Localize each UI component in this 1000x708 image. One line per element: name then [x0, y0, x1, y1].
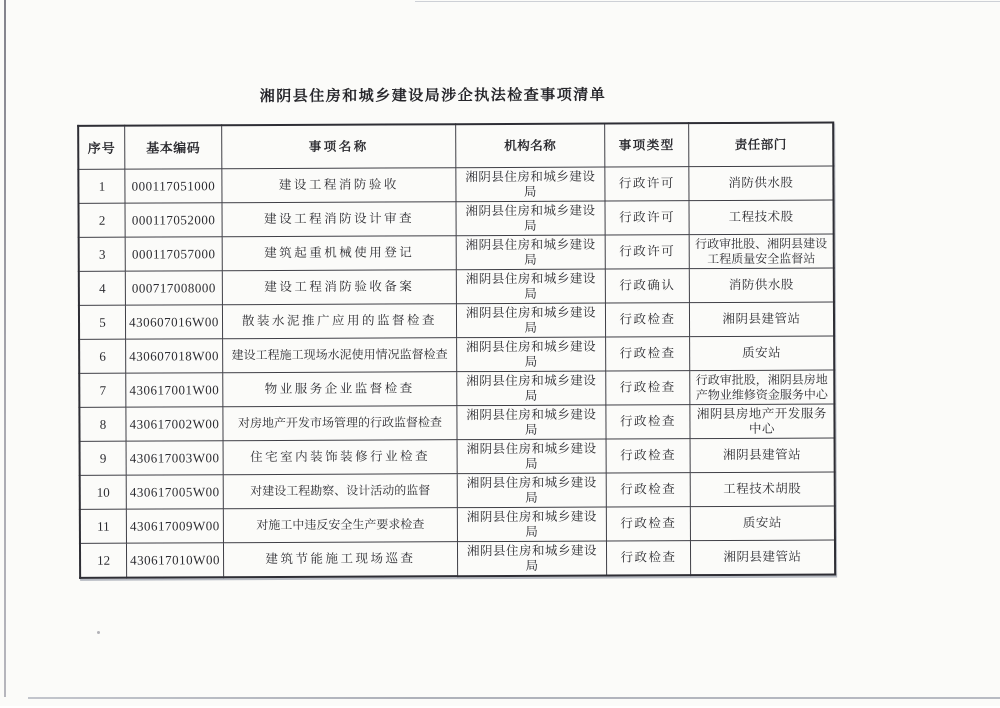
cell-type: 行政检查 — [606, 405, 690, 439]
table-row — [79, 336, 834, 373]
cell-no: 5 — [79, 305, 126, 339]
column-header: 基本编码 — [125, 125, 222, 169]
column-header: 责任部门 — [689, 123, 834, 167]
cell-type: 行政检查 — [606, 439, 690, 473]
cell-org: 湘阴县住房和城乡建设局 — [457, 473, 606, 508]
cell-org: 湘阴县住房和城乡建设局 — [457, 371, 606, 406]
cell-org: 湘阴县住房和城乡建设局 — [457, 439, 606, 474]
cell-org: 湘阴县住房和城乡建设局 — [457, 541, 606, 576]
document-title: 湘阴县住房和城乡建设局涉企执法检查事项清单 — [259, 87, 607, 106]
cell-org: 湘阴县住房和城乡建设局 — [456, 167, 605, 202]
cell-item: 住宅室内装饰装修行业检查 — [223, 440, 457, 475]
cell-code: 430617002W00 — [126, 407, 223, 441]
cell-code: 000117057000 — [125, 237, 222, 271]
cell-type: 行政许可 — [605, 235, 689, 269]
cell-no: 7 — [79, 373, 126, 407]
cell-dept: 消防供水股 — [689, 268, 834, 303]
scan-speck — [97, 631, 100, 634]
cell-no: 2 — [78, 203, 125, 237]
cell-dept: 工程技术胡股 — [690, 472, 835, 507]
cell-item: 建设工程施工现场水泥使用情况监督检查 — [223, 338, 457, 373]
cell-item: 建设工程消防设计审查 — [222, 202, 456, 237]
column-header: 事项名称 — [222, 124, 456, 169]
cell-org: 湘阴县住房和城乡建设局 — [456, 269, 605, 304]
table-row — [80, 472, 835, 509]
cell-dept: 消防供水股 — [689, 166, 834, 201]
cell-code: 000117052000 — [125, 203, 222, 237]
cell-item: 对建设工程勘察、设计活动的监督 — [223, 474, 457, 509]
table-row — [78, 200, 833, 237]
cell-type: 行政检查 — [606, 371, 690, 405]
cell-dept: 质安站 — [690, 506, 835, 541]
column-header: 事项类型 — [605, 123, 689, 167]
cell-code: 430617005W00 — [126, 475, 223, 509]
cell-item: 建筑节能施工现场巡查 — [223, 542, 457, 578]
table-row — [79, 370, 834, 407]
cell-code: 430617001W00 — [126, 373, 223, 407]
cell-type: 行政许可 — [605, 167, 689, 201]
cell-no: 6 — [79, 339, 126, 373]
cell-no: 11 — [80, 509, 127, 543]
column-header: 机构名称 — [456, 124, 605, 168]
cell-org: 湘阴县住房和城乡建设局 — [457, 405, 606, 440]
cell-code: 430607016W00 — [125, 305, 222, 339]
cell-org: 湘阴县住房和城乡建设局 — [457, 337, 606, 372]
table-row — [80, 506, 835, 543]
cell-item: 对房地产开发市场管理的行政监督检查 — [223, 406, 457, 441]
table-row — [80, 540, 835, 578]
cell-dept: 湘阴县建管站 — [690, 438, 835, 473]
cell-no: 10 — [80, 475, 127, 509]
table-row — [78, 166, 833, 203]
table-row — [79, 268, 834, 305]
inspection-items-table — [77, 122, 836, 579]
cell-code: 000117051000 — [125, 169, 222, 203]
cell-dept: 质安站 — [690, 336, 835, 371]
column-header: 序号 — [78, 126, 125, 170]
cell-item: 建设工程消防验收备案 — [222, 270, 456, 305]
table-row — [79, 234, 834, 271]
cell-code: 430617009W00 — [126, 509, 223, 543]
table-header-row — [78, 123, 833, 170]
cell-item: 建设工程消防验收 — [222, 168, 456, 203]
cell-dept: 湘阴县建管站 — [689, 302, 834, 337]
cell-dept: 湘阴县房地产开发服务中心 — [690, 404, 835, 439]
cell-code: 000717008000 — [125, 271, 222, 305]
scan-edge-bottom — [28, 697, 1000, 699]
cell-org: 湘阴县住房和城乡建设局 — [456, 235, 605, 270]
cell-no: 3 — [79, 237, 126, 271]
cell-no: 1 — [78, 169, 125, 203]
cell-no: 4 — [79, 271, 126, 305]
cell-type: 行政检查 — [606, 541, 690, 576]
cell-item: 建筑起重机械使用登记 — [222, 236, 456, 271]
cell-item: 物业服务企业监督检查 — [223, 372, 457, 407]
cell-type: 行政确认 — [605, 269, 689, 303]
cell-no: 8 — [79, 407, 126, 441]
scan-edge-top — [415, 1, 1000, 2]
cell-type: 行政许可 — [605, 201, 689, 235]
cell-dept: 行政审批股、湘阴县建设工程质量安全监督站 — [689, 234, 834, 269]
cell-org: 湘阴县住房和城乡建设局 — [456, 201, 605, 236]
cell-dept: 行政审批股，湘阴县房地产物业维修资金服务中心 — [690, 370, 835, 405]
cell-type: 行政检查 — [606, 473, 690, 507]
table-row — [79, 404, 834, 441]
cell-code: 430607018W00 — [126, 339, 223, 373]
table-row — [79, 302, 834, 339]
cell-code: 430617010W00 — [126, 543, 223, 578]
cell-type: 行政检查 — [605, 303, 689, 337]
cell-item: 对施工中违反安全生产要求检查 — [223, 508, 457, 543]
cell-type: 行政检查 — [606, 507, 690, 541]
cell-no: 9 — [80, 441, 127, 475]
cell-code: 430617003W00 — [126, 441, 223, 475]
cell-org: 湘阴县住房和城乡建设局 — [457, 507, 606, 542]
cell-no: 12 — [80, 543, 127, 578]
table-body — [78, 166, 835, 578]
cell-item: 散装水泥推广应用的监督检查 — [222, 304, 456, 339]
cell-dept: 工程技术股 — [689, 200, 834, 235]
table-row — [80, 438, 835, 475]
cell-type: 行政检查 — [606, 337, 690, 371]
cell-dept: 湘阴县建管站 — [690, 540, 835, 575]
cell-org: 湘阴县住房和城乡建设局 — [456, 303, 605, 338]
scan-edge-left — [4, 0, 6, 697]
